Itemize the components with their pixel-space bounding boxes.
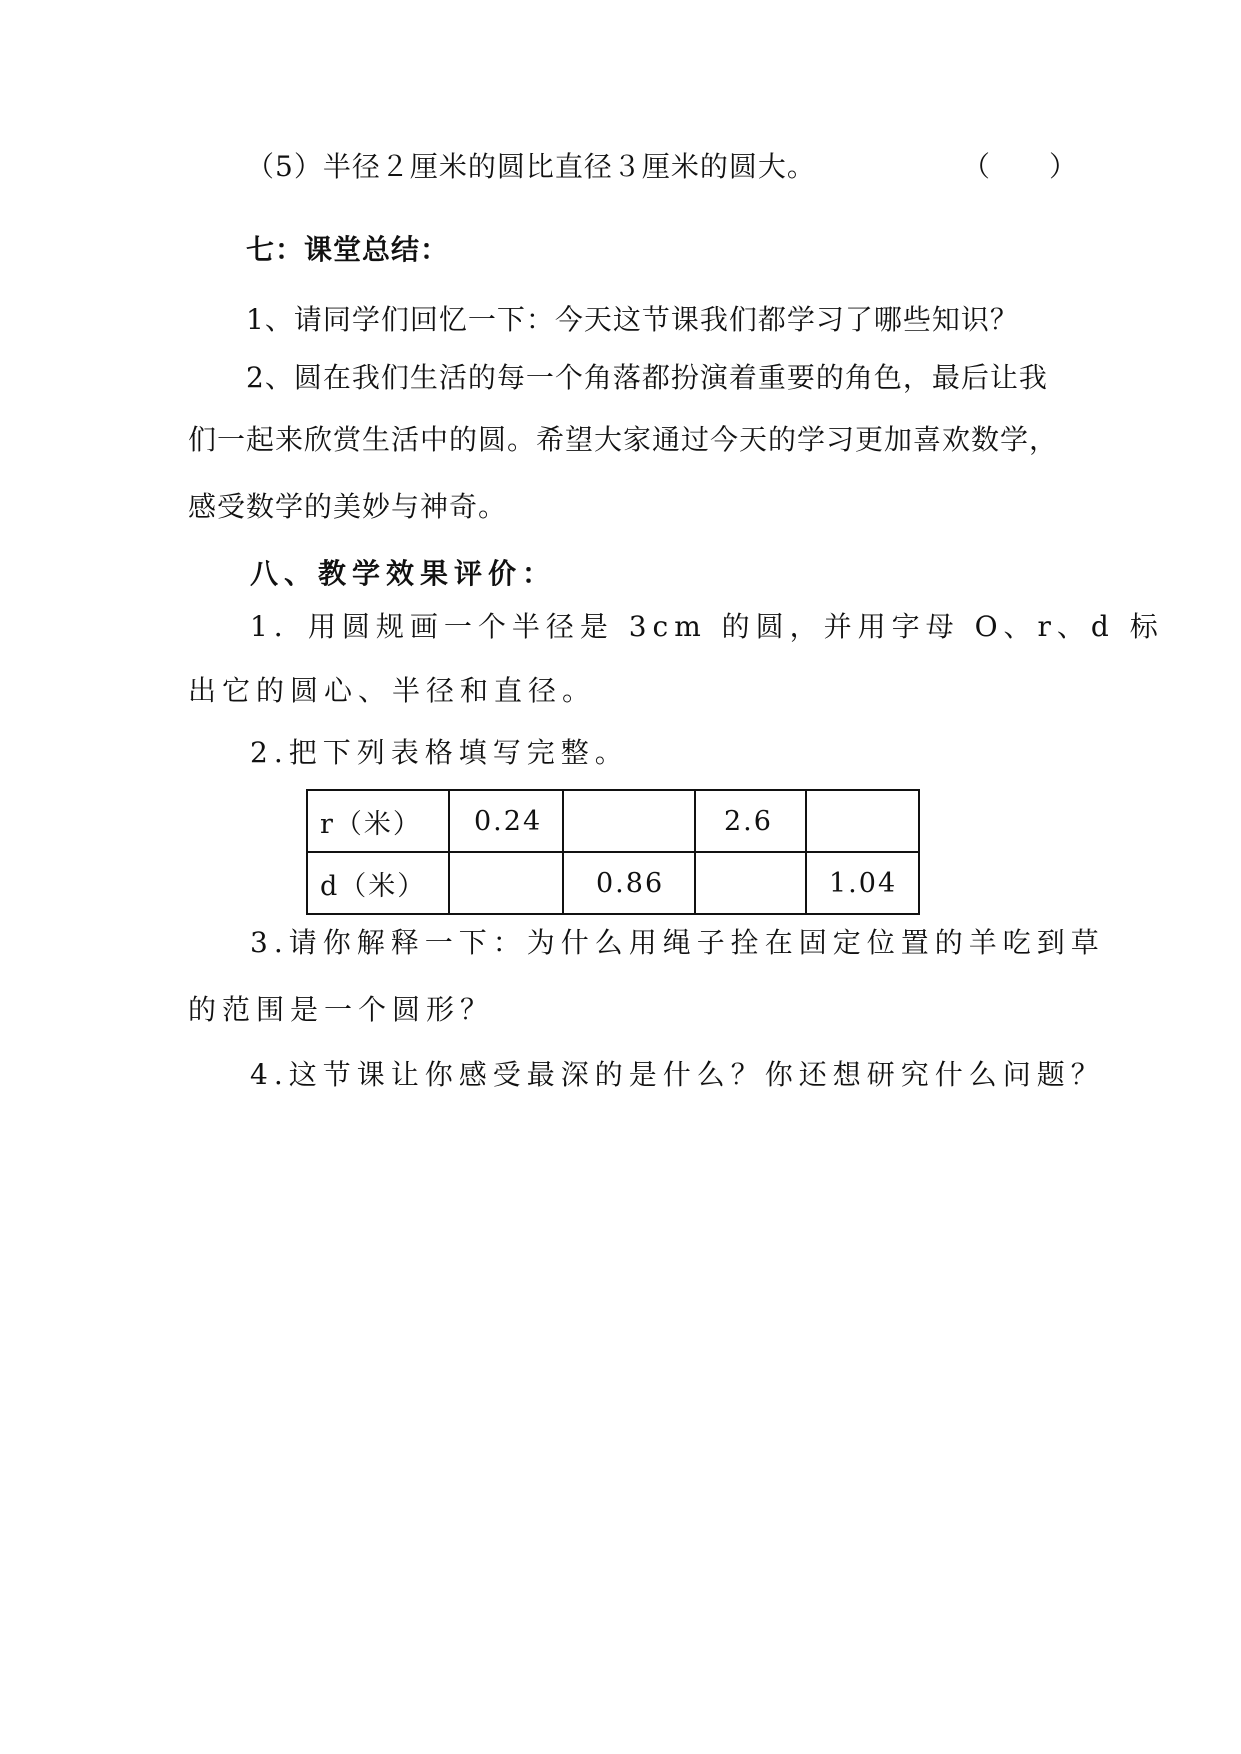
- section-7-title: 七：课堂总结：: [246, 233, 450, 266]
- table-cell: 0.86: [563, 852, 695, 914]
- section-8-item-4: 4.这节课让你感受最深的是什么？你还想研究什么问题？: [250, 1058, 1105, 1091]
- section-8-item-1-line-2: 出它的圆心、半径和直径。: [188, 674, 597, 707]
- table-cell: [695, 852, 806, 914]
- question-5: （5）半径２厘米的圆比直径３厘米的圆大。: [246, 150, 816, 183]
- section-8-item-3-line-1: 3.请你解释一下：为什么用绳子拴在固定位置的羊吃到草: [250, 926, 1105, 959]
- section-8-item-3-line-2: 的范围是一个圆形？: [188, 993, 495, 1026]
- table-row-diameter: [307, 852, 919, 914]
- row-header-radius: r（米）: [307, 790, 449, 852]
- section-7-item-1: 1、请同学们回忆一下：今天这节课我们都学习了哪些知识？: [246, 303, 1019, 336]
- section-7-item-2-line-1: 2、圆在我们生活的每一个角落都扮演着重要的角色，最后让我: [246, 361, 1048, 394]
- table-cell: [563, 790, 695, 852]
- section-8-item-1-line-1: 1．用圆规画一个半径是 3cm 的圆，并用字母 O、r、d 标: [250, 610, 1164, 643]
- table-cell: [449, 852, 563, 914]
- table-cell: [806, 790, 919, 852]
- table-cell: 1.04: [806, 852, 919, 914]
- section-7-item-2-line-2: 们一起来欣赏生活中的圆。希望大家通过今天的学习更加喜欢数学，: [188, 423, 1059, 456]
- section-8-item-2: 2.把下列表格填写完整。: [250, 736, 629, 769]
- radius-diameter-table: [306, 789, 920, 915]
- section-8-title: 八、教学效果评价：: [250, 557, 557, 590]
- table-cell: 2.6: [695, 790, 806, 852]
- section-7-item-2-line-3: 感受数学的美妙与神奇。: [188, 490, 508, 523]
- row-header-diameter: d（米）: [307, 852, 449, 914]
- table-row-radius: [307, 790, 919, 852]
- table-cell: 0.24: [449, 790, 563, 852]
- answer-parentheses: （ ）: [962, 150, 1079, 183]
